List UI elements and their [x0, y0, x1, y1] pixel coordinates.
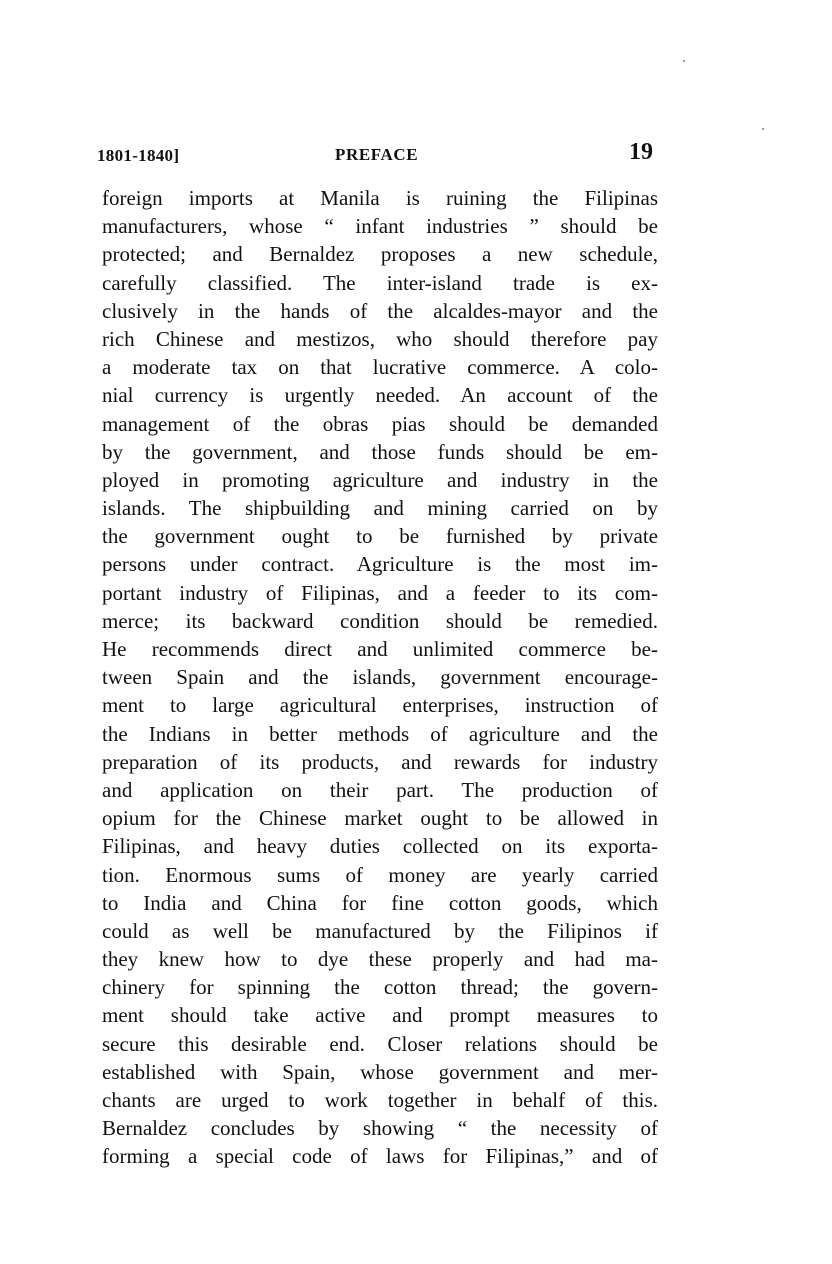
text-line: they knew how to dye these properly and had ma-: [102, 947, 658, 972]
page-number: 19: [629, 139, 653, 165]
text-line: manufacturers, whose “ infant industries ” should be: [102, 214, 658, 239]
text-line: rich Chinese and mestizos, who should therefore pay: [102, 326, 658, 351]
text-line: He recommends direct and unlimited commerce be-: [102, 637, 658, 661]
text-line: islands. The shipbuilding and mining carried on by: [102, 496, 658, 521]
text-line: a moderate tax on that lucrative commerce. A colo-: [102, 355, 658, 380]
text-line: persons under contract. Agriculture is the most im-: [102, 552, 658, 577]
text-line: opium for the Chinese market ought to be allowed in: [102, 806, 658, 831]
text-line: merce; its backward condition should be remedied.: [102, 608, 658, 633]
text-line: Bernaldez concludes by showing “ the necessity of: [102, 1116, 658, 1141]
text-line: ployed in promoting agriculture and industry in the: [102, 467, 658, 492]
text-line: clusively in the hands of the alcaldes-mayor and the: [102, 298, 658, 323]
text-line: carefully classified. The inter-island trade is ex-: [102, 270, 658, 295]
running-head: [97, 139, 653, 168]
text-line: protected; and Bernaldez proposes a new schedule,: [102, 242, 658, 267]
text-line: preparation of its products, and rewards for industry: [102, 749, 658, 774]
text-line: chinery for spinning the cotton thread; the govern-: [102, 975, 658, 1000]
text-line: portant industry of Filipinas, and a feeder to its com-: [102, 580, 658, 605]
text-line: the Indians in better methods of agriculture and the: [102, 721, 658, 746]
text-line: the government ought to be furnished by private: [102, 524, 658, 549]
text-line: nial currency is urgently needed. An account of the: [102, 383, 658, 408]
scan-speck: [683, 60, 685, 62]
text-line: could as well be manufactured by the Filipinos if: [102, 918, 658, 943]
text-line: ment to large agricultural enterprises, instruction of: [102, 693, 658, 718]
text-line: forming a special code of laws for Filipinas,” and of: [102, 1144, 658, 1169]
text-line: established with Spain, whose government and mer-: [102, 1059, 658, 1084]
text-line: management of the obras pias should be demanded: [102, 411, 658, 436]
text-line: by the government, and those funds should be em-: [102, 439, 658, 464]
running-head-title: PREFACE: [335, 145, 419, 164]
text-line: chants are urged to work together in behalf of this.: [102, 1088, 658, 1112]
scan-speck: [762, 128, 764, 130]
text-line: Filipinas, and heavy duties collected on its exporta-: [102, 834, 658, 859]
text-line: tion. Enormous sums of money are yearly carried: [102, 862, 658, 887]
text-line: ment should take active and prompt measures to: [102, 1003, 658, 1028]
body-paragraph: [102, 184, 658, 1171]
text-line: to India and China for fine cotton goods, which: [102, 890, 658, 915]
text-line: secure this desirable end. Closer relations should be: [102, 1031, 658, 1056]
text-line: tween Spain and the islands, government encourage-: [102, 665, 658, 690]
text-line: and application on their part. The production of: [102, 777, 658, 802]
running-head-date-range: 1801-1840]: [97, 146, 180, 165]
text-line: foreign imports at Manila is ruining the Filipinas: [102, 186, 658, 210]
